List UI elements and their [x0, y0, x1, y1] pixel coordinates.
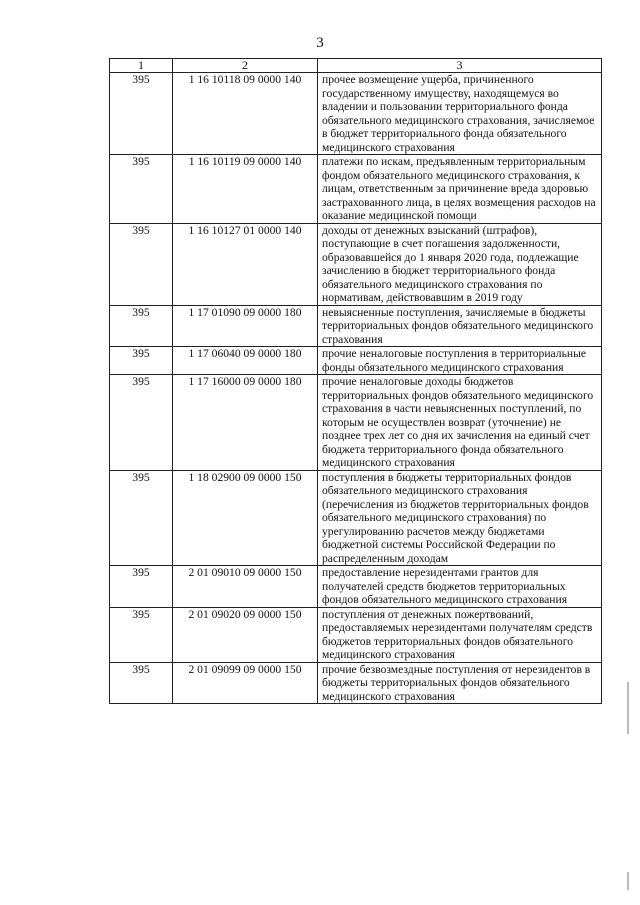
revenue-code-cell: 2 01 09010 09 0000 150 — [173, 566, 318, 608]
admin-code-cell: 395 — [110, 607, 173, 662]
table-row — [110, 223, 602, 305]
table-row — [110, 470, 602, 566]
description-cell: прочие неналоговые доходы бюджетов территориальных фондов обязательного медицинского страхования в части невыясненных поступлений, по которым не осуществлен возврат (уточнение) не позднее трех лет со дня их зачисления на единый счет бюджета территориального фонда обязательного медицинского страхования — [318, 375, 602, 471]
revenue-code-cell: 1 16 10118 09 0000 140 — [173, 73, 318, 155]
description-cell: предоставление нерезидентами грантов для получателей средств бюджетов территориальных фондов обязательного медицинского страхования — [318, 566, 602, 608]
admin-code-cell: 395 — [110, 73, 173, 155]
description-cell: невыясненные поступления, зачисляемые в бюджеты территориальных фондов обязательного медицинского страхования — [318, 305, 602, 347]
table-row — [110, 607, 602, 662]
scan-edge-mark — [627, 872, 629, 890]
table-row — [110, 662, 602, 704]
description-cell: прочие безвозмездные поступления от нерезидентов в бюджеты территориальных фондов обязательного медицинского страхования — [318, 662, 602, 704]
table-row — [110, 73, 602, 155]
revenue-code-cell: 1 17 06040 09 0000 180 — [173, 347, 318, 375]
description-cell: прочие неналоговые поступления в территориальные фонды обязательного медицинского страхования — [318, 347, 602, 375]
admin-code-cell: 395 — [110, 566, 173, 608]
column-header-1: 1 — [110, 59, 173, 73]
table-row — [110, 305, 602, 347]
table-row — [110, 375, 602, 471]
page-number: 3 — [316, 35, 324, 51]
table-row — [110, 566, 602, 608]
description-cell: поступления от денежных пожертвований, предоставляемых нерезидентами получателям средств бюджетов территориальных фондов обязательного медицинского страхования — [318, 607, 602, 662]
description-cell: платежи по искам, предъявленным территориальным фондом обязательного медицинского страхования, к лицам, ответственным за причинение вреда здоровью застрахованного лица, в целях возмещения расходов на оказание медицинской помощи — [318, 155, 602, 224]
admin-code-cell: 395 — [110, 470, 173, 566]
description-cell: доходы от денежных взысканий (штрафов), поступающие в счет погашения задолженности, образовавшейся до 1 января 2020 года, подлежащие зачислению в бюджет территориального фонда обязательного медицинского страхования по нормативам, действовавшим в 2019 году — [318, 223, 602, 305]
scan-edge-mark — [627, 682, 629, 734]
admin-code-cell: 395 — [110, 347, 173, 375]
admin-code-cell: 395 — [110, 223, 173, 305]
revenue-code-cell: 2 01 09020 09 0000 150 — [173, 607, 318, 662]
admin-code-cell: 395 — [110, 375, 173, 471]
admin-code-cell: 395 — [110, 662, 173, 704]
column-header-2: 2 — [173, 59, 318, 73]
revenue-codes-table — [109, 58, 602, 704]
revenue-code-cell: 1 16 10127 01 0000 140 — [173, 223, 318, 305]
revenue-code-cell: 1 18 02900 09 0000 150 — [173, 470, 318, 566]
revenue-code-cell: 1 16 10119 09 0000 140 — [173, 155, 318, 224]
revenue-code-cell: 1 17 01090 09 0000 180 — [173, 305, 318, 347]
table-row — [110, 155, 602, 224]
revenue-code-cell: 1 17 16000 09 0000 180 — [173, 375, 318, 471]
table-row — [110, 347, 602, 375]
admin-code-cell: 395 — [110, 155, 173, 224]
admin-code-cell: 395 — [110, 305, 173, 347]
description-cell: прочее возмещение ущерба, причиненного государственному имуществу, находящемуся во владении и пользовании территориального фонда обязательного медицинского страхования, зачисляемое в бюджет территориального фонда обязательного медицинского страхования — [318, 73, 602, 155]
column-header-3: 3 — [318, 59, 602, 73]
table-header-row — [110, 59, 602, 73]
revenue-code-cell: 2 01 09099 09 0000 150 — [173, 662, 318, 704]
description-cell: поступления в бюджеты территориальных фондов обязательного медицинского страхования (перечисления из бюджетов территориальных фондов обязательного медицинского страхования) по урегулированию расчетов между бюджетами бюджетной системы Российской Федерации по распределенным доходам — [318, 470, 602, 566]
